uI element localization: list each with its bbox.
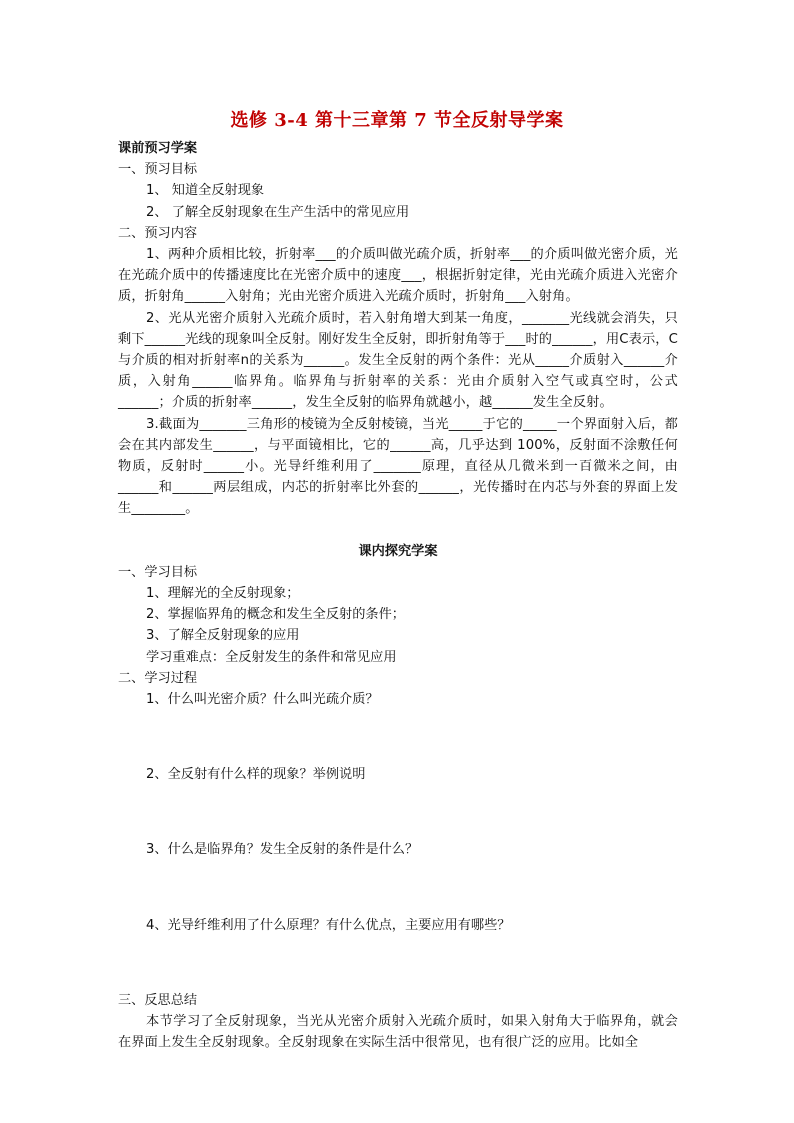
answer-space (118, 785, 678, 839)
question-item: 3、什么是临界角？发生全反射的条件是什么？ (146, 842, 419, 858)
preview-paragraph: 1、两种介质相比较，折射率___的介质叫做光疏介质，折射率___的介质叫做光密介质，光在光疏介质中的传播速度比在光密介质中的速度___，根据折射定律，光由光疏介质进入光密介质，折射角______入射角；光由光密介质进入光疏介质时，折射角___入射角。 (118, 247, 678, 305)
answer-space (118, 861, 678, 915)
question-item: 2、全反射有什么样的现象？举例说明 (146, 767, 366, 783)
preview-goal-item: 2、 了解全反射现象在生产生活中的常见应用 (146, 204, 410, 220)
key-difficulty-text: 学习重难点：全反射发生的条件和常见应用 (146, 649, 397, 665)
reflection-paragraph: 本节学习了全反射现象，当光从光密介质射入光疏介质时，如果入射角大于临界角，就会在界面上发生全反射现象。全反射现象在实际生活中很常见，也有很广泛的应用。比如全 (118, 1014, 678, 1051)
preview-goals-heading: 一、预习目标 (118, 162, 198, 178)
inclass-goal-item: 1、理解光的全反射现象； (146, 586, 300, 602)
section-heading-preview: 课前预习学案 (118, 141, 198, 156)
answer-space (118, 710, 678, 764)
spacer (118, 520, 678, 541)
section-heading-inclass: 课内探究学案 (358, 543, 438, 559)
preview-content-heading: 二、预习内容 (118, 225, 198, 241)
reflection-heading: 三、反思总结 (118, 992, 198, 1008)
question-item: 1、什么叫光密介质？什么叫光疏介质？ (146, 692, 379, 708)
preview-goal-item: 1、 知道全反射现象 (146, 183, 265, 199)
preview-paragraph: 2、光从光密介质射入光疏介质时，若入射角增大到某一角度，_______光线就会消失，只剩下______光线的现象叫全反射。刚好发生全反射，即折射角等于___时的______，用C表示，C与介质的相对折射率n的关系为______。发生全反射的两个条件：光从_____介质射入______介质，入射角______临界角。临界角与折射率的关系：光由介质射入空气或真空时，公式______；介质的折射率______，发生全反射的临界角就越小，越______发生全反射。 (118, 310, 679, 411)
inclass-goal-item: 2、掌握临界角的概念和发生全反射的条件； (146, 607, 405, 623)
process-heading: 二、学习过程 (118, 670, 198, 686)
preview-paragraph: 3.截面为_______三角形的棱镜为全反射棱镜，当光_____于它的_____一个界面射入后，都会在其内部发生______，与平面镜相比，它的______高，几乎达到 100%，反射面不涂敷任何物质，反射时______小。光导纤维利用了_______原理，直径从几微米到一百微米之间，由______和______两层组成，内芯的折射率比外套的______，光传播时在内芯与外套的界面上发生________。 (118, 416, 678, 517)
document-title: 选修 3-4 第十三章第 7 节全反射导学案 (230, 110, 564, 131)
answer-space (118, 936, 678, 990)
document-body (118, 138, 678, 1054)
question-item: 4、光导纤维利用了什么原理？有什么优点，主要应用有哪些？ (146, 917, 511, 933)
inclass-goal-item: 3、了解全反射现象的应用 (146, 628, 300, 644)
inclass-goals-heading: 一、学习目标 (118, 564, 198, 580)
